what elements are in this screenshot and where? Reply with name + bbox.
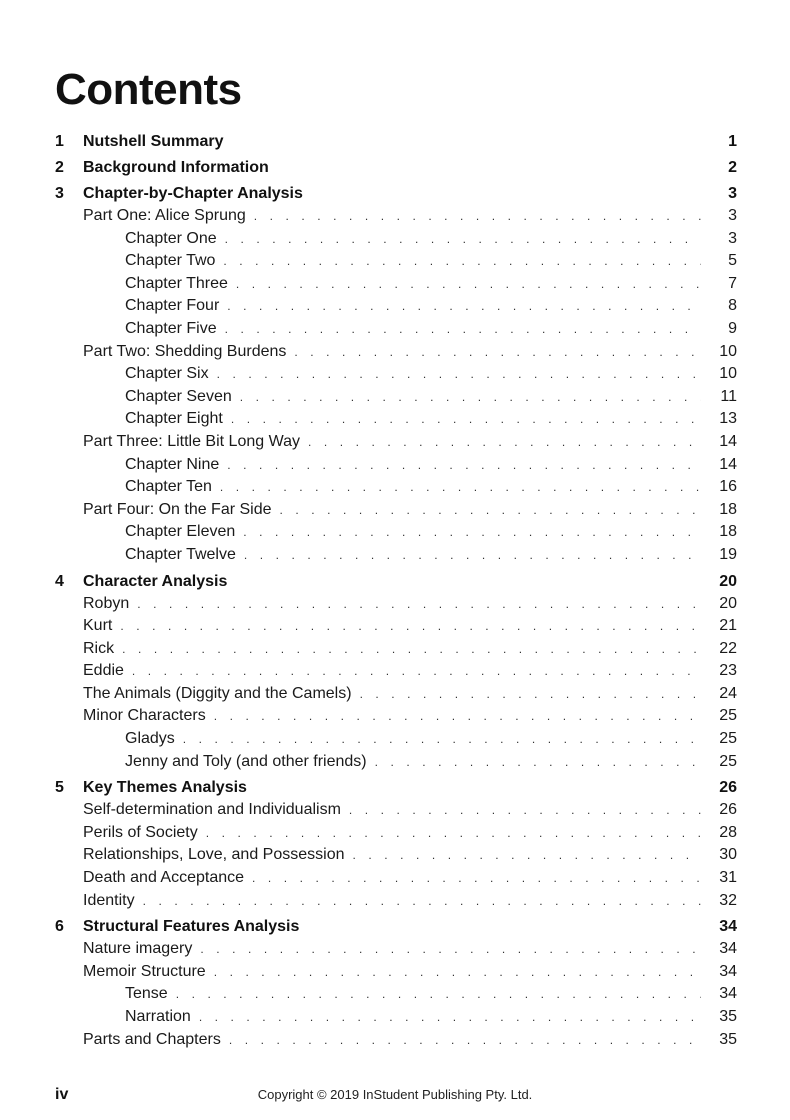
entry-page-number: 10 xyxy=(719,365,737,383)
toc-subentry[interactable] xyxy=(55,318,737,341)
entry-title: Minor Characters xyxy=(83,707,206,725)
toc-subentry[interactable] xyxy=(55,228,737,251)
entry-title: Chapter Five xyxy=(125,319,217,337)
toc-subentry[interactable] xyxy=(55,544,737,567)
toc-section-4[interactable] xyxy=(55,570,737,593)
entry-page-number: 16 xyxy=(719,478,737,496)
toc-entry[interactable] xyxy=(55,638,737,661)
entry-title: Chapter Eleven xyxy=(125,523,236,541)
dot-leader xyxy=(220,476,701,498)
dot-leader xyxy=(223,250,701,272)
section-title: Nutshell Summary xyxy=(83,133,224,150)
dot-leader xyxy=(176,983,701,1005)
entry-page-number: 18 xyxy=(719,500,737,518)
dot-leader xyxy=(229,1029,701,1051)
section-page-number: 20 xyxy=(719,572,737,590)
section-number: 1 xyxy=(55,133,64,150)
dot-leader xyxy=(353,844,702,866)
entry-page-number: 25 xyxy=(719,752,737,770)
page-title: Contents xyxy=(55,65,242,114)
toc-section-1[interactable] xyxy=(55,130,737,153)
entry-page-number: 30 xyxy=(719,846,737,864)
section-title: Key Themes Analysis xyxy=(83,779,247,797)
entry-title: Part Three: Little Bit Long Way xyxy=(83,432,300,450)
dot-leader xyxy=(360,683,701,705)
entry-title: Jenny and Toly (and other friends) xyxy=(125,752,367,770)
entry-page-number: 8 xyxy=(728,297,737,315)
entry-page-number: 23 xyxy=(719,662,737,680)
entry-title: Tense xyxy=(125,985,168,1003)
section-page-number: 2 xyxy=(728,159,737,176)
toc-entry[interactable] xyxy=(55,615,737,638)
section-page-number: 34 xyxy=(719,918,737,936)
entry-title: Part Four: On the Far Side xyxy=(83,500,272,518)
dot-leader xyxy=(183,728,701,750)
dot-leader xyxy=(132,660,701,682)
entry-page-number: 25 xyxy=(719,730,737,748)
dot-leader xyxy=(244,544,701,566)
toc-section-5[interactable] xyxy=(55,776,737,799)
toc-subentry[interactable] xyxy=(55,273,737,296)
section-title: Background Information xyxy=(83,159,269,176)
dot-leader xyxy=(206,822,701,844)
toc-subentry[interactable] xyxy=(55,1006,737,1029)
toc-subentry[interactable] xyxy=(55,454,737,477)
entry-page-number: 5 xyxy=(728,252,737,270)
dot-leader xyxy=(122,638,701,660)
toc-section-3[interactable] xyxy=(55,182,737,205)
dot-leader xyxy=(214,961,701,983)
dot-leader xyxy=(252,867,701,889)
section-page-number: 26 xyxy=(719,779,737,797)
entry-page-number: 13 xyxy=(719,410,737,428)
toc-subentry[interactable] xyxy=(55,751,737,774)
entry-page-number: 9 xyxy=(728,319,737,337)
entry-title: Part One: Alice Sprung xyxy=(83,207,246,224)
section-title: Chapter-by-Chapter Analysis xyxy=(83,185,303,202)
entry-title: Perils of Society xyxy=(83,823,198,841)
dot-leader xyxy=(375,751,701,773)
dot-leader xyxy=(308,431,701,453)
toc-entry[interactable] xyxy=(55,341,737,364)
table-of-contents xyxy=(55,130,737,1051)
toc-subentry[interactable] xyxy=(55,295,737,318)
entry-page-number: 34 xyxy=(719,985,737,1003)
toc-entry[interactable] xyxy=(55,799,737,822)
entry-title: Parts and Chapters xyxy=(83,1030,221,1048)
entry-page-number: 35 xyxy=(719,1030,737,1048)
entry-page-number: 20 xyxy=(719,594,737,612)
toc-entry[interactable] xyxy=(55,844,737,867)
dot-leader xyxy=(217,363,701,385)
toc-subentry[interactable] xyxy=(55,386,737,409)
toc-entry[interactable] xyxy=(55,890,737,913)
dot-leader xyxy=(200,938,701,960)
toc-subentry[interactable] xyxy=(55,408,737,431)
toc-entry[interactable] xyxy=(55,205,737,228)
dot-leader xyxy=(243,521,701,543)
toc-entry[interactable] xyxy=(55,593,737,616)
entry-page-number: 18 xyxy=(719,523,737,541)
toc-section-2[interactable] xyxy=(55,156,737,179)
toc-entry[interactable] xyxy=(55,683,737,706)
entry-title: Robyn xyxy=(83,594,130,612)
toc-subentry[interactable] xyxy=(55,521,737,544)
section-number: 3 xyxy=(55,185,64,202)
entry-page-number: 24 xyxy=(719,684,737,702)
entry-title: Self-determination and Individualism xyxy=(83,801,341,819)
dot-leader xyxy=(280,499,701,521)
dot-leader xyxy=(199,1006,701,1028)
entry-page-number: 34 xyxy=(719,962,737,980)
entry-title: Rick xyxy=(83,639,115,657)
entry-title: Chapter Two xyxy=(125,252,216,270)
dot-leader xyxy=(225,318,701,340)
entry-title: Chapter Ten xyxy=(125,478,212,496)
entry-title: Narration xyxy=(125,1008,191,1025)
toc-entry[interactable] xyxy=(55,1029,737,1052)
entry-title: Chapter Seven xyxy=(125,387,232,405)
entry-page-number: 26 xyxy=(719,801,737,819)
entry-page-number: 28 xyxy=(719,823,737,841)
entry-title: The Animals (Diggity and the Camels) xyxy=(83,684,352,702)
dot-leader xyxy=(120,615,701,637)
footer-page-number: iv xyxy=(55,1086,69,1103)
section-page-number: 3 xyxy=(728,185,737,202)
entry-page-number: 34 xyxy=(719,940,737,958)
entry-title: Identity xyxy=(83,891,135,909)
toc-subentry[interactable] xyxy=(55,476,737,499)
toc-entry[interactable] xyxy=(55,499,737,522)
entry-title: Nature imagery xyxy=(83,940,193,958)
section-page-number: 1 xyxy=(728,133,737,150)
entry-title: Chapter Nine xyxy=(125,455,220,473)
entry-page-number: 25 xyxy=(719,707,737,725)
dot-leader xyxy=(349,799,701,821)
entry-page-number: 10 xyxy=(719,342,737,360)
dot-leader xyxy=(214,705,701,727)
section-number: 5 xyxy=(55,779,64,797)
toc-entry[interactable] xyxy=(55,705,737,728)
footer-copyright: Copyright © 2019 InStudent Publishing Pty. Ltd. xyxy=(257,1087,533,1102)
toc-entry[interactable] xyxy=(55,822,737,845)
entry-page-number: 19 xyxy=(719,545,737,563)
entry-page-number: 32 xyxy=(719,891,737,909)
section-number: 6 xyxy=(55,918,64,936)
toc-entry[interactable] xyxy=(55,867,737,890)
toc-entry[interactable] xyxy=(55,660,737,683)
entry-title: Chapter Four xyxy=(125,297,220,315)
entry-title: Chapter Three xyxy=(125,274,228,292)
entry-page-number: 11 xyxy=(720,387,737,405)
toc-entry[interactable] xyxy=(55,938,737,961)
entry-page-number: 21 xyxy=(719,617,737,635)
entry-page-number: 3 xyxy=(728,229,737,247)
dot-leader xyxy=(294,341,701,363)
entry-page-number: 31 xyxy=(719,869,737,887)
toc-subentry[interactable] xyxy=(55,728,737,751)
entry-page-number: 14 xyxy=(719,432,737,450)
section-number: 2 xyxy=(55,159,64,176)
entry-page-number: 22 xyxy=(719,639,737,657)
entry-page-number: 14 xyxy=(719,455,737,473)
entry-title: Gladys xyxy=(125,730,175,748)
entry-page-number: 3 xyxy=(728,207,737,224)
toc-subentry[interactable] xyxy=(55,983,737,1006)
dot-leader xyxy=(236,273,701,295)
entry-title: Part Two: Shedding Burdens xyxy=(83,342,287,360)
entry-title: Memoir Structure xyxy=(83,962,206,980)
dot-leader xyxy=(227,295,701,317)
toc-subentry[interactable] xyxy=(55,363,737,386)
entry-title: Kurt xyxy=(83,617,113,635)
dot-leader xyxy=(137,593,701,615)
section-title: Structural Features Analysis xyxy=(83,918,300,936)
section-number: 4 xyxy=(55,572,64,590)
toc-subentry[interactable] xyxy=(55,250,737,273)
entry-title: Relationships, Love, and Possession xyxy=(83,846,345,864)
entry-page-number: 35 xyxy=(719,1008,737,1025)
entry-page-number: 7 xyxy=(728,274,737,292)
entry-title: Death and Acceptance xyxy=(83,869,245,887)
entry-title: Chapter One xyxy=(125,229,217,247)
dot-leader xyxy=(240,386,701,408)
entry-title: Chapter Twelve xyxy=(125,545,236,563)
dot-leader xyxy=(231,408,701,430)
dot-leader xyxy=(254,205,701,227)
toc-entry[interactable] xyxy=(55,431,737,454)
toc-entry[interactable] xyxy=(55,961,737,984)
toc-section-6[interactable] xyxy=(55,915,737,938)
entry-title: Chapter Six xyxy=(125,365,209,383)
dot-leader xyxy=(227,454,701,476)
entry-title: Eddie xyxy=(83,662,124,680)
entry-title: Chapter Eight xyxy=(125,410,223,428)
section-title: Character Analysis xyxy=(83,572,228,590)
dot-leader xyxy=(225,228,701,250)
dot-leader xyxy=(143,890,701,912)
